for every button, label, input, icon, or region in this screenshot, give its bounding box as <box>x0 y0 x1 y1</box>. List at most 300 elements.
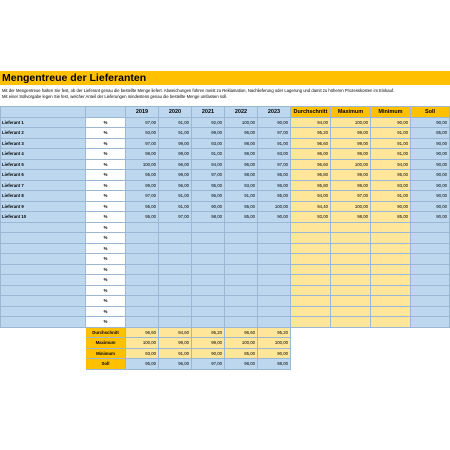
unit-cell[interactable]: % <box>86 264 126 275</box>
empty-stat-value-cell[interactable] <box>331 254 371 265</box>
summary-value-cell[interactable]: 90,00 <box>258 348 291 359</box>
summary-value-cell[interactable]: 100,00 <box>126 338 159 349</box>
unit-cell[interactable]: % <box>86 275 126 286</box>
summary-row <box>1 338 450 349</box>
table-row <box>1 159 450 170</box>
header-year-2019[interactable]: 2019 <box>126 107 159 118</box>
empty-table-row <box>1 296 450 307</box>
summary-blank-cell[interactable] <box>331 348 371 359</box>
empty-stat-value-cell[interactable] <box>331 296 371 307</box>
summary-blank-cell[interactable] <box>1 327 86 338</box>
summary-value-cell[interactable]: 91,00 <box>159 348 192 359</box>
year-value-cell[interactable]: 99,00 <box>192 128 225 139</box>
summary-blank-cell[interactable] <box>291 338 331 349</box>
unit-cell[interactable]: % <box>86 128 126 139</box>
soll-value-cell[interactable]: 85,00 <box>411 128 450 139</box>
empty-year-value-cell[interactable] <box>159 275 192 286</box>
summary-blank-cell[interactable] <box>411 327 450 338</box>
empty-stat-value-cell[interactable] <box>291 306 331 317</box>
soll-value-cell[interactable]: 90,00 <box>411 159 450 170</box>
header-soll[interactable]: Soll <box>411 107 450 118</box>
empty-year-value-cell[interactable] <box>159 222 192 233</box>
empty-year-value-cell[interactable] <box>126 243 159 254</box>
empty-soll-value-cell[interactable] <box>411 222 450 233</box>
year-value-cell[interactable]: 95,00 <box>126 201 159 212</box>
summary-blank-cell[interactable] <box>411 348 450 359</box>
stat-value-cell[interactable]: 91,00 <box>371 138 411 149</box>
empty-stat-value-cell[interactable] <box>291 254 331 265</box>
supplier-name-cell[interactable]: Lieferant 10 <box>1 212 86 223</box>
empty-soll-value-cell[interactable] <box>411 264 450 275</box>
stat-value-cell[interactable]: 94,00 <box>371 159 411 170</box>
unit-cell[interactable]: % <box>86 191 126 202</box>
summary-blank-cell[interactable] <box>371 338 411 349</box>
unit-cell[interactable]: % <box>86 254 126 265</box>
year-value-cell[interactable]: 90,00 <box>258 117 291 128</box>
empty-year-value-cell[interactable] <box>126 296 159 307</box>
empty-year-value-cell[interactable] <box>225 222 258 233</box>
empty-year-value-cell[interactable] <box>192 254 225 265</box>
empty-soll-value-cell[interactable] <box>411 317 450 328</box>
empty-year-value-cell[interactable] <box>126 317 159 328</box>
stat-value-cell[interactable]: 99,00 <box>331 149 371 160</box>
summary-value-cell[interactable]: 98,00 <box>225 359 258 370</box>
description-line-2: Mit einer Sollvorgabe legen Sie fest, welcher Anteil der Lieferungen mindestens genau die bestellte Menge umfassen soll. <box>2 93 228 99</box>
year-value-cell[interactable]: 90,00 <box>192 201 225 212</box>
summary-value-cell[interactable]: 96,60 <box>225 327 258 338</box>
stat-value-cell[interactable]: 96,60 <box>291 138 331 149</box>
empty-year-value-cell[interactable] <box>225 285 258 296</box>
stat-value-cell[interactable]: 99,00 <box>331 170 371 181</box>
empty-year-value-cell[interactable] <box>126 233 159 244</box>
stat-value-cell[interactable]: 91,00 <box>371 149 411 160</box>
unit-cell[interactable]: % <box>86 233 126 244</box>
page-title-bar <box>0 71 450 85</box>
year-value-cell[interactable]: 91,00 <box>192 149 225 160</box>
header-year-2023[interactable]: 2023 <box>258 107 291 118</box>
stat-value-cell[interactable]: 90,00 <box>371 201 411 212</box>
empty-supplier-name-cell[interactable] <box>1 275 86 286</box>
unit-cell[interactable]: % <box>86 159 126 170</box>
empty-year-value-cell[interactable] <box>225 233 258 244</box>
year-value-cell[interactable]: 92,00 <box>192 117 225 128</box>
summary-blank-cell[interactable] <box>291 327 331 338</box>
table-row <box>1 212 450 223</box>
summary-blank-cell[interactable] <box>331 327 371 338</box>
empty-year-value-cell[interactable] <box>159 233 192 244</box>
empty-table-row <box>1 317 450 328</box>
year-value-cell[interactable]: 100,00 <box>225 117 258 128</box>
spreadsheet <box>0 71 450 370</box>
header-stat-2[interactable]: Minimum <box>371 107 411 118</box>
summary-blank-cell[interactable] <box>411 338 450 349</box>
empty-year-value-cell[interactable] <box>126 306 159 317</box>
unit-cell[interactable]: % <box>86 317 126 328</box>
stat-value-cell[interactable]: 94,00 <box>291 191 331 202</box>
summary-value-cell[interactable]: 85,00 <box>225 348 258 359</box>
supplier-name-cell[interactable]: Lieferant 3 <box>1 138 86 149</box>
table-row <box>1 149 450 160</box>
stat-value-cell[interactable]: 100,00 <box>331 159 371 170</box>
unit-cell[interactable]: % <box>86 306 126 317</box>
year-value-cell[interactable]: 98,00 <box>192 212 225 223</box>
empty-year-value-cell[interactable] <box>258 233 291 244</box>
stat-value-cell[interactable]: 98,00 <box>331 212 371 223</box>
year-value-cell[interactable]: 97,00 <box>126 191 159 202</box>
year-value-cell[interactable]: 99,00 <box>159 138 192 149</box>
empty-year-value-cell[interactable] <box>192 285 225 296</box>
empty-year-value-cell[interactable] <box>192 222 225 233</box>
empty-stat-value-cell[interactable] <box>371 243 411 254</box>
empty-year-value-cell[interactable] <box>225 264 258 275</box>
supplier-name-cell[interactable]: Lieferant 9 <box>1 201 86 212</box>
empty-stat-value-cell[interactable] <box>371 317 411 328</box>
empty-stat-value-cell[interactable] <box>371 275 411 286</box>
empty-year-value-cell[interactable] <box>159 243 192 254</box>
empty-year-value-cell[interactable] <box>192 243 225 254</box>
empty-supplier-name-cell[interactable] <box>1 222 86 233</box>
header-year-2020[interactable]: 2020 <box>159 107 192 118</box>
empty-soll-value-cell[interactable] <box>411 306 450 317</box>
empty-year-value-cell[interactable] <box>159 264 192 275</box>
year-value-cell[interactable]: 100,00 <box>258 201 291 212</box>
unit-cell[interactable]: % <box>86 212 126 223</box>
year-value-cell[interactable]: 91,00 <box>258 138 291 149</box>
empty-soll-value-cell[interactable] <box>411 233 450 244</box>
unit-cell[interactable]: % <box>86 180 126 191</box>
stat-value-cell[interactable]: 95,20 <box>291 128 331 139</box>
empty-year-value-cell[interactable] <box>159 254 192 265</box>
empty-stat-value-cell[interactable] <box>291 285 331 296</box>
empty-supplier-name-cell[interactable] <box>1 264 86 275</box>
summary-row <box>1 348 450 359</box>
soll-value-cell[interactable]: 90,00 <box>411 170 450 181</box>
empty-stat-value-cell[interactable] <box>291 222 331 233</box>
empty-stat-value-cell[interactable] <box>331 233 371 244</box>
year-value-cell[interactable]: 91,00 <box>159 117 192 128</box>
empty-soll-value-cell[interactable] <box>411 254 450 265</box>
table-row <box>1 128 450 139</box>
year-value-cell[interactable]: 97,00 <box>258 159 291 170</box>
empty-table-row <box>1 233 450 244</box>
summary-value-cell[interactable]: 100,00 <box>225 338 258 349</box>
year-value-cell[interactable]: 96,00 <box>159 159 192 170</box>
empty-supplier-name-cell[interactable] <box>1 317 86 328</box>
summary-blank-cell[interactable] <box>331 338 371 349</box>
empty-year-value-cell[interactable] <box>225 254 258 265</box>
table-row <box>1 117 450 128</box>
soll-value-cell[interactable]: 90,00 <box>411 138 450 149</box>
empty-year-value-cell[interactable] <box>159 306 192 317</box>
year-value-cell[interactable]: 100,00 <box>126 159 159 170</box>
summary-row <box>1 327 450 338</box>
summary-value-cell[interactable]: 100,00 <box>258 338 291 349</box>
empty-stat-value-cell[interactable] <box>331 275 371 286</box>
summary-blank-cell[interactable] <box>291 359 331 370</box>
stat-value-cell[interactable]: 93,00 <box>291 212 331 223</box>
stat-value-cell[interactable]: 96,00 <box>291 149 331 160</box>
summary-blank-cell[interactable] <box>331 359 371 370</box>
summary-row <box>1 359 450 370</box>
empty-year-value-cell[interactable] <box>126 222 159 233</box>
year-value-cell[interactable]: 97,00 <box>126 138 159 149</box>
unit-cell[interactable]: % <box>86 296 126 307</box>
empty-stat-value-cell[interactable] <box>371 254 411 265</box>
year-value-cell[interactable]: 96,00 <box>258 180 291 191</box>
empty-year-value-cell[interactable] <box>126 254 159 265</box>
empty-stat-value-cell[interactable] <box>331 317 371 328</box>
unit-cell[interactable]: % <box>86 149 126 160</box>
empty-stat-value-cell[interactable] <box>331 264 371 275</box>
empty-year-value-cell[interactable] <box>159 296 192 307</box>
stat-value-cell[interactable]: 93,00 <box>371 180 411 191</box>
summary-value-cell[interactable]: 97,00 <box>192 359 225 370</box>
stat-value-cell[interactable]: 94,00 <box>291 117 331 128</box>
empty-soll-value-cell[interactable] <box>411 275 450 286</box>
year-value-cell[interactable]: 93,00 <box>192 138 225 149</box>
empty-year-value-cell[interactable] <box>258 296 291 307</box>
header-row <box>1 107 450 118</box>
empty-year-value-cell[interactable] <box>225 296 258 307</box>
summary-blank-cell[interactable] <box>371 348 411 359</box>
year-value-cell[interactable]: 95,00 <box>126 170 159 181</box>
empty-year-value-cell[interactable] <box>159 317 192 328</box>
summary-value-cell[interactable]: 95,20 <box>258 327 291 338</box>
supplier-name-cell[interactable]: Lieferant 5 <box>1 159 86 170</box>
summary-blank-cell[interactable] <box>371 327 411 338</box>
soll-value-cell[interactable]: 90,00 <box>411 201 450 212</box>
unit-cell[interactable]: % <box>86 222 126 233</box>
empty-supplier-name-cell[interactable] <box>1 285 86 296</box>
empty-year-value-cell[interactable] <box>258 285 291 296</box>
year-value-cell[interactable]: 96,00 <box>192 191 225 202</box>
summary-blank-cell[interactable] <box>1 348 86 359</box>
stat-value-cell[interactable]: 91,00 <box>371 191 411 202</box>
year-value-cell[interactable]: 96,00 <box>159 180 192 191</box>
year-value-cell[interactable]: 98,00 <box>225 170 258 181</box>
empty-year-value-cell[interactable] <box>258 222 291 233</box>
year-value-cell[interactable]: 85,00 <box>225 212 258 223</box>
empty-stat-value-cell[interactable] <box>331 285 371 296</box>
summary-label-cell[interactable]: Durchschnitt <box>86 327 126 338</box>
empty-year-value-cell[interactable] <box>225 306 258 317</box>
empty-soll-value-cell[interactable] <box>411 296 450 307</box>
year-value-cell[interactable]: 96,00 <box>225 128 258 139</box>
stat-value-cell[interactable]: 95,00 <box>371 170 411 181</box>
empty-stat-value-cell[interactable] <box>371 296 411 307</box>
soll-value-cell[interactable]: 90,00 <box>411 212 450 223</box>
table-row <box>1 170 450 181</box>
empty-stat-value-cell[interactable] <box>291 243 331 254</box>
empty-soll-value-cell[interactable] <box>411 285 450 296</box>
empty-year-value-cell[interactable] <box>192 233 225 244</box>
summary-blank-cell[interactable] <box>371 359 411 370</box>
empty-year-value-cell[interactable] <box>192 275 225 286</box>
empty-stat-value-cell[interactable] <box>371 222 411 233</box>
summary-label-cell[interactable]: Soll <box>86 359 126 370</box>
empty-soll-value-cell[interactable] <box>411 243 450 254</box>
empty-year-value-cell[interactable] <box>258 275 291 286</box>
empty-year-value-cell[interactable] <box>258 317 291 328</box>
header-stat-1[interactable]: Maximum <box>331 107 371 118</box>
stat-value-cell[interactable]: 96,60 <box>291 159 331 170</box>
year-value-cell[interactable]: 98,00 <box>225 138 258 149</box>
year-value-cell[interactable]: 98,00 <box>126 149 159 160</box>
description <box>0 85 450 106</box>
supplier-table <box>0 106 450 370</box>
empty-year-value-cell[interactable] <box>225 317 258 328</box>
year-value-cell[interactable]: 96,00 <box>225 159 258 170</box>
summary-label-cell[interactable]: Maximum <box>86 338 126 349</box>
empty-year-value-cell[interactable] <box>225 275 258 286</box>
summary-value-cell[interactable]: 93,00 <box>126 348 159 359</box>
empty-year-value-cell[interactable] <box>126 264 159 275</box>
unit-cell[interactable]: % <box>86 285 126 296</box>
unit-cell[interactable]: % <box>86 170 126 181</box>
empty-year-value-cell[interactable] <box>192 296 225 307</box>
year-value-cell[interactable]: 97,00 <box>126 117 159 128</box>
summary-blank-cell[interactable] <box>1 359 86 370</box>
year-value-cell[interactable]: 95,00 <box>258 170 291 181</box>
empty-stat-value-cell[interactable] <box>371 306 411 317</box>
stat-value-cell[interactable]: 100,00 <box>331 117 371 128</box>
year-value-cell[interactable]: 91,00 <box>159 201 192 212</box>
empty-supplier-name-cell[interactable] <box>1 254 86 265</box>
supplier-name-cell[interactable]: Lieferant 8 <box>1 191 86 202</box>
empty-stat-value-cell[interactable] <box>331 222 371 233</box>
empty-stat-value-cell[interactable] <box>291 233 331 244</box>
empty-stat-value-cell[interactable] <box>291 317 331 328</box>
year-value-cell[interactable]: 91,00 <box>159 128 192 139</box>
table-row <box>1 180 450 191</box>
supplier-name-cell[interactable]: Lieferant 4 <box>1 149 86 160</box>
empty-stat-value-cell[interactable] <box>331 243 371 254</box>
empty-supplier-name-cell[interactable] <box>1 306 86 317</box>
stat-value-cell[interactable]: 96,80 <box>291 170 331 181</box>
header-year-2022[interactable]: 2022 <box>225 107 258 118</box>
empty-year-value-cell[interactable] <box>159 285 192 296</box>
stat-value-cell[interactable]: 100,00 <box>331 201 371 212</box>
year-value-cell[interactable]: 97,00 <box>159 212 192 223</box>
stat-value-cell[interactable]: 99,00 <box>331 138 371 149</box>
empty-supplier-name-cell[interactable] <box>1 233 86 244</box>
empty-year-value-cell[interactable] <box>258 243 291 254</box>
year-value-cell[interactable]: 99,00 <box>126 180 159 191</box>
unit-cell[interactable]: % <box>86 138 126 149</box>
soll-value-cell[interactable]: 90,00 <box>411 149 450 160</box>
empty-stat-value-cell[interactable] <box>291 275 331 286</box>
summary-value-cell[interactable]: 94,60 <box>159 327 192 338</box>
year-value-cell[interactable]: 99,00 <box>225 149 258 160</box>
stat-value-cell[interactable]: 90,00 <box>371 117 411 128</box>
year-value-cell[interactable]: 99,00 <box>159 149 192 160</box>
stat-value-cell[interactable]: 97,00 <box>331 191 371 202</box>
empty-table-row <box>1 306 450 317</box>
table-row <box>1 191 450 202</box>
summary-value-cell[interactable]: 99,00 <box>159 338 192 349</box>
year-value-cell[interactable]: 97,00 <box>258 128 291 139</box>
unit-cell[interactable]: % <box>86 243 126 254</box>
empty-stat-value-cell[interactable] <box>331 306 371 317</box>
empty-table-row <box>1 243 450 254</box>
year-value-cell[interactable]: 94,00 <box>192 159 225 170</box>
empty-year-value-cell[interactable] <box>258 254 291 265</box>
year-value-cell[interactable]: 93,00 <box>225 180 258 191</box>
soll-value-cell[interactable]: 90,00 <box>411 180 450 191</box>
supplier-name-cell[interactable]: Lieferant 1 <box>1 117 86 128</box>
empty-year-value-cell[interactable] <box>258 306 291 317</box>
year-value-cell[interactable]: 95,00 <box>126 212 159 223</box>
empty-stat-value-cell[interactable] <box>371 233 411 244</box>
supplier-name-cell[interactable]: Lieferant 6 <box>1 170 86 181</box>
summary-value-cell[interactable]: 96,00 <box>159 359 192 370</box>
header-blank-unit-cell[interactable] <box>86 107 126 118</box>
description-line-1: Mit der Mengentreue halten Sie fest, ob der Lieferant genau die bestellte Menge liefert. Abweichungen führen meist zu Reklamation, Nachlieferung oder Lagerung und damit zu höheren Prozesskosten im Einkauf. <box>2 88 395 93</box>
empty-year-value-cell[interactable] <box>192 306 225 317</box>
empty-stat-value-cell[interactable] <box>291 264 331 275</box>
empty-year-value-cell[interactable] <box>258 264 291 275</box>
summary-value-cell[interactable]: 99,00 <box>192 338 225 349</box>
stat-value-cell[interactable]: 99,00 <box>331 128 371 139</box>
supplier-name-cell[interactable]: Lieferant 7 <box>1 180 86 191</box>
summary-blank-cell[interactable] <box>411 359 450 370</box>
soll-value-cell[interactable]: 90,00 <box>411 117 450 128</box>
stat-value-cell[interactable]: 91,00 <box>371 128 411 139</box>
summary-value-cell[interactable]: 95,00 <box>126 359 159 370</box>
summary-label-cell[interactable]: Minimum <box>86 348 126 359</box>
summary-blank-cell[interactable] <box>291 348 331 359</box>
summary-value-cell[interactable]: 96,60 <box>126 327 159 338</box>
year-value-cell[interactable]: 93,00 <box>126 128 159 139</box>
year-value-cell[interactable]: 90,00 <box>258 212 291 223</box>
empty-stat-value-cell[interactable] <box>291 296 331 307</box>
empty-year-value-cell[interactable] <box>126 285 159 296</box>
unit-cell[interactable]: % <box>86 117 126 128</box>
header-blank-label-cell[interactable] <box>1 107 86 118</box>
year-value-cell[interactable]: 97,00 <box>192 170 225 181</box>
stat-value-cell[interactable]: 99,00 <box>331 180 371 191</box>
empty-supplier-name-cell[interactable] <box>1 243 86 254</box>
stat-value-cell[interactable]: 95,80 <box>291 180 331 191</box>
summary-blank-cell[interactable] <box>1 338 86 349</box>
empty-stat-value-cell[interactable] <box>371 285 411 296</box>
summary-value-cell[interactable]: 95,20 <box>192 327 225 338</box>
empty-stat-value-cell[interactable] <box>371 264 411 275</box>
summary-value-cell[interactable]: 98,00 <box>258 359 291 370</box>
soll-value-cell[interactable]: 90,00 <box>411 191 450 202</box>
stat-value-cell[interactable]: 85,00 <box>371 212 411 223</box>
year-value-cell[interactable]: 95,00 <box>258 191 291 202</box>
summary-value-cell[interactable]: 90,00 <box>192 348 225 359</box>
empty-year-value-cell[interactable] <box>225 243 258 254</box>
empty-year-value-cell[interactable] <box>192 317 225 328</box>
year-value-cell[interactable]: 91,00 <box>159 191 192 202</box>
year-value-cell[interactable]: 93,00 <box>258 149 291 160</box>
year-value-cell[interactable]: 95,00 <box>225 201 258 212</box>
empty-supplier-name-cell[interactable] <box>1 296 86 307</box>
page-title: Mengentreue der Lieferanten <box>2 72 147 84</box>
year-value-cell[interactable]: 91,00 <box>225 191 258 202</box>
year-value-cell[interactable]: 99,00 <box>159 170 192 181</box>
empty-year-value-cell[interactable] <box>126 275 159 286</box>
header-stat-0[interactable]: Durchschnitt <box>291 107 331 118</box>
year-value-cell[interactable]: 95,00 <box>192 180 225 191</box>
unit-cell[interactable]: % <box>86 201 126 212</box>
empty-year-value-cell[interactable] <box>192 264 225 275</box>
stat-value-cell[interactable]: 94,40 <box>291 201 331 212</box>
supplier-name-cell[interactable]: Lieferant 2 <box>1 128 86 139</box>
header-year-2021[interactable]: 2021 <box>192 107 225 118</box>
